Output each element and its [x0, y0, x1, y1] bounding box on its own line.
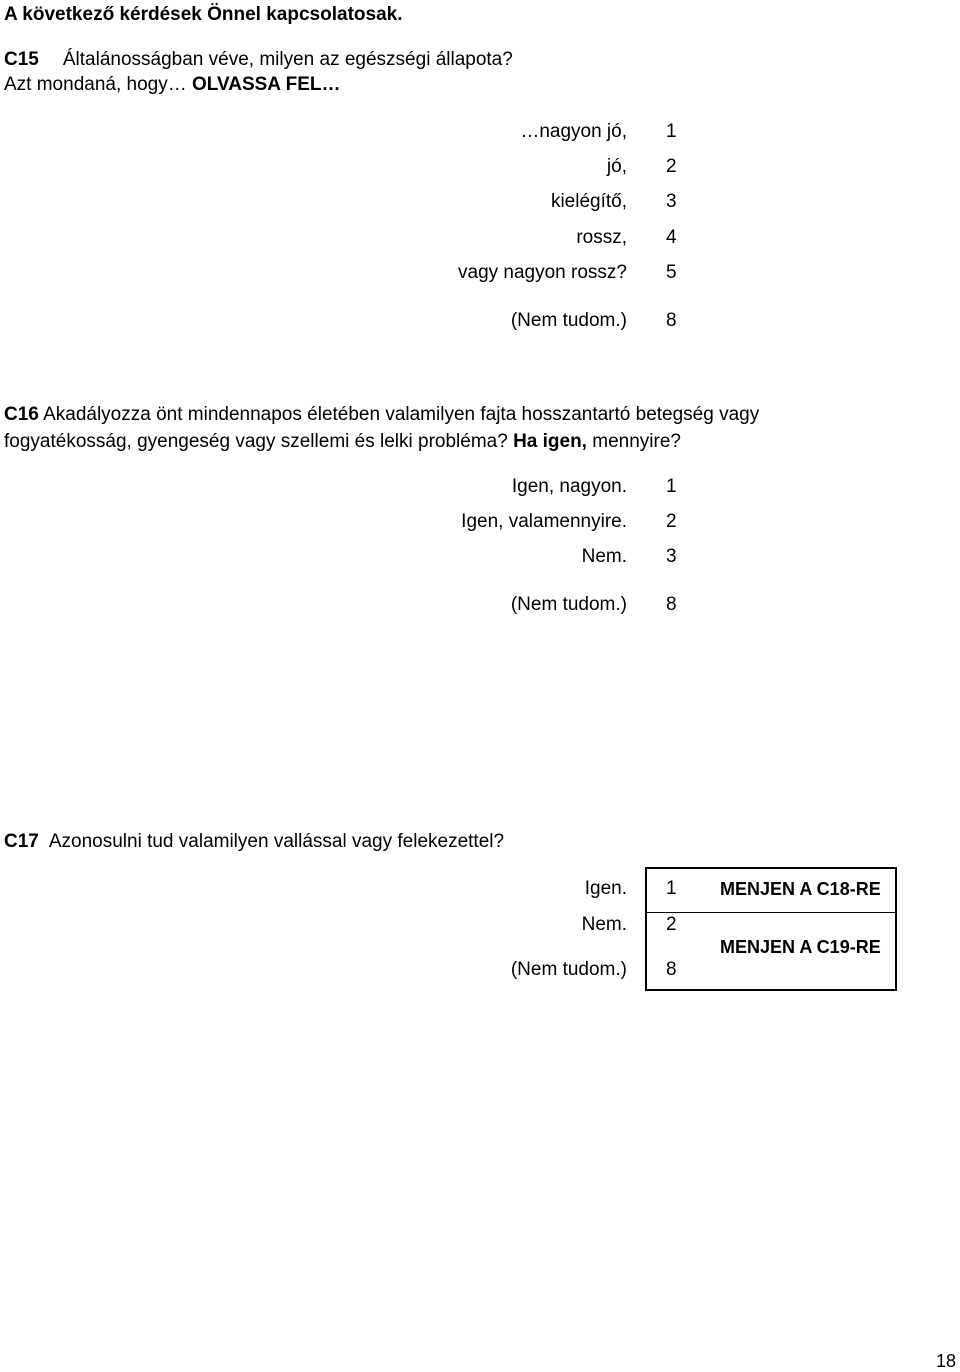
c15-option-code[interactable]: 8: [666, 310, 677, 331]
c17-question-text: Azonosulni tud valamilyen vallással vagy felekezettel?: [48, 831, 505, 852]
c16-option-label: Igen, valamennyire.: [461, 511, 627, 532]
c17-question: [4, 831, 504, 853]
c16-question-line2: [4, 431, 681, 453]
c16-option-code[interactable]: 2: [666, 511, 677, 532]
c17-option-label: Nem.: [581, 914, 627, 935]
c16-option-code[interactable]: 1: [666, 476, 677, 497]
c17-number: C17: [4, 831, 39, 852]
c16-number: C16: [4, 404, 39, 425]
c16-option-code[interactable]: 8: [666, 594, 677, 615]
c15-option-code[interactable]: 4: [666, 227, 677, 248]
c17-routing-instruction: MENJEN A C19-RE: [720, 937, 881, 957]
c16-question: [4, 404, 759, 426]
c16-option-label: Nem.: [581, 546, 627, 567]
c17-option-code[interactable]: 1: [666, 878, 677, 899]
c15-option-code[interactable]: 2: [666, 156, 677, 177]
c17-option-label: Igen.: [584, 878, 627, 899]
c16-question-text-2: fogyatékosság, gyengeség vagy szellemi és lelki probléma?: [4, 431, 514, 452]
c16-filter-emphasis: Ha igen,: [513, 431, 587, 452]
routing-divider: [647, 912, 895, 913]
c15-read-out-instruction: OLVASSA FEL…: [192, 74, 341, 95]
c15-question: [4, 49, 513, 71]
c15-option-label: jó,: [606, 156, 627, 177]
c15-option-label: vagy nagyon rossz?: [458, 262, 627, 283]
page-heading: A következő kérdések Önnel kapcsolatosak.: [4, 4, 403, 25]
c15-question-text: Általánosságban véve, milyen az egészségi állapota?: [62, 49, 513, 70]
c15-option-code[interactable]: 1: [666, 121, 677, 142]
c15-option-label: rossz,: [576, 227, 627, 248]
c15-instruction-prefix: Azt mondaná, hogy…: [4, 74, 192, 95]
c17-option-label: (Nem tudom.): [510, 959, 627, 980]
c17-option-code[interactable]: 8: [666, 959, 677, 980]
c15-number: C15: [4, 49, 39, 70]
page-number: 18: [935, 1351, 956, 1371]
c16-question-text-3: mennyire?: [586, 431, 681, 452]
c16-question-text: Akadályozza önt mindennapos életében valamilyen fajta hosszantartó betegség vagy: [38, 404, 760, 425]
c17-option-code[interactable]: 2: [666, 914, 677, 935]
c16-option-label: Igen, nagyon.: [511, 476, 627, 497]
c16-option-label: (Nem tudom.): [510, 594, 627, 615]
c15-option-label: (Nem tudom.): [510, 310, 627, 331]
c15-option-code[interactable]: 5: [666, 262, 677, 283]
c17-routing-instruction: MENJEN A C18-RE: [720, 879, 881, 899]
c16-option-code[interactable]: 3: [666, 546, 677, 567]
c15-option-label: kielégítő,: [550, 191, 627, 212]
c15-question-line2: [4, 74, 340, 96]
c15-option-code[interactable]: 3: [666, 191, 677, 212]
c15-option-label: …nagyon jó,: [520, 121, 627, 142]
